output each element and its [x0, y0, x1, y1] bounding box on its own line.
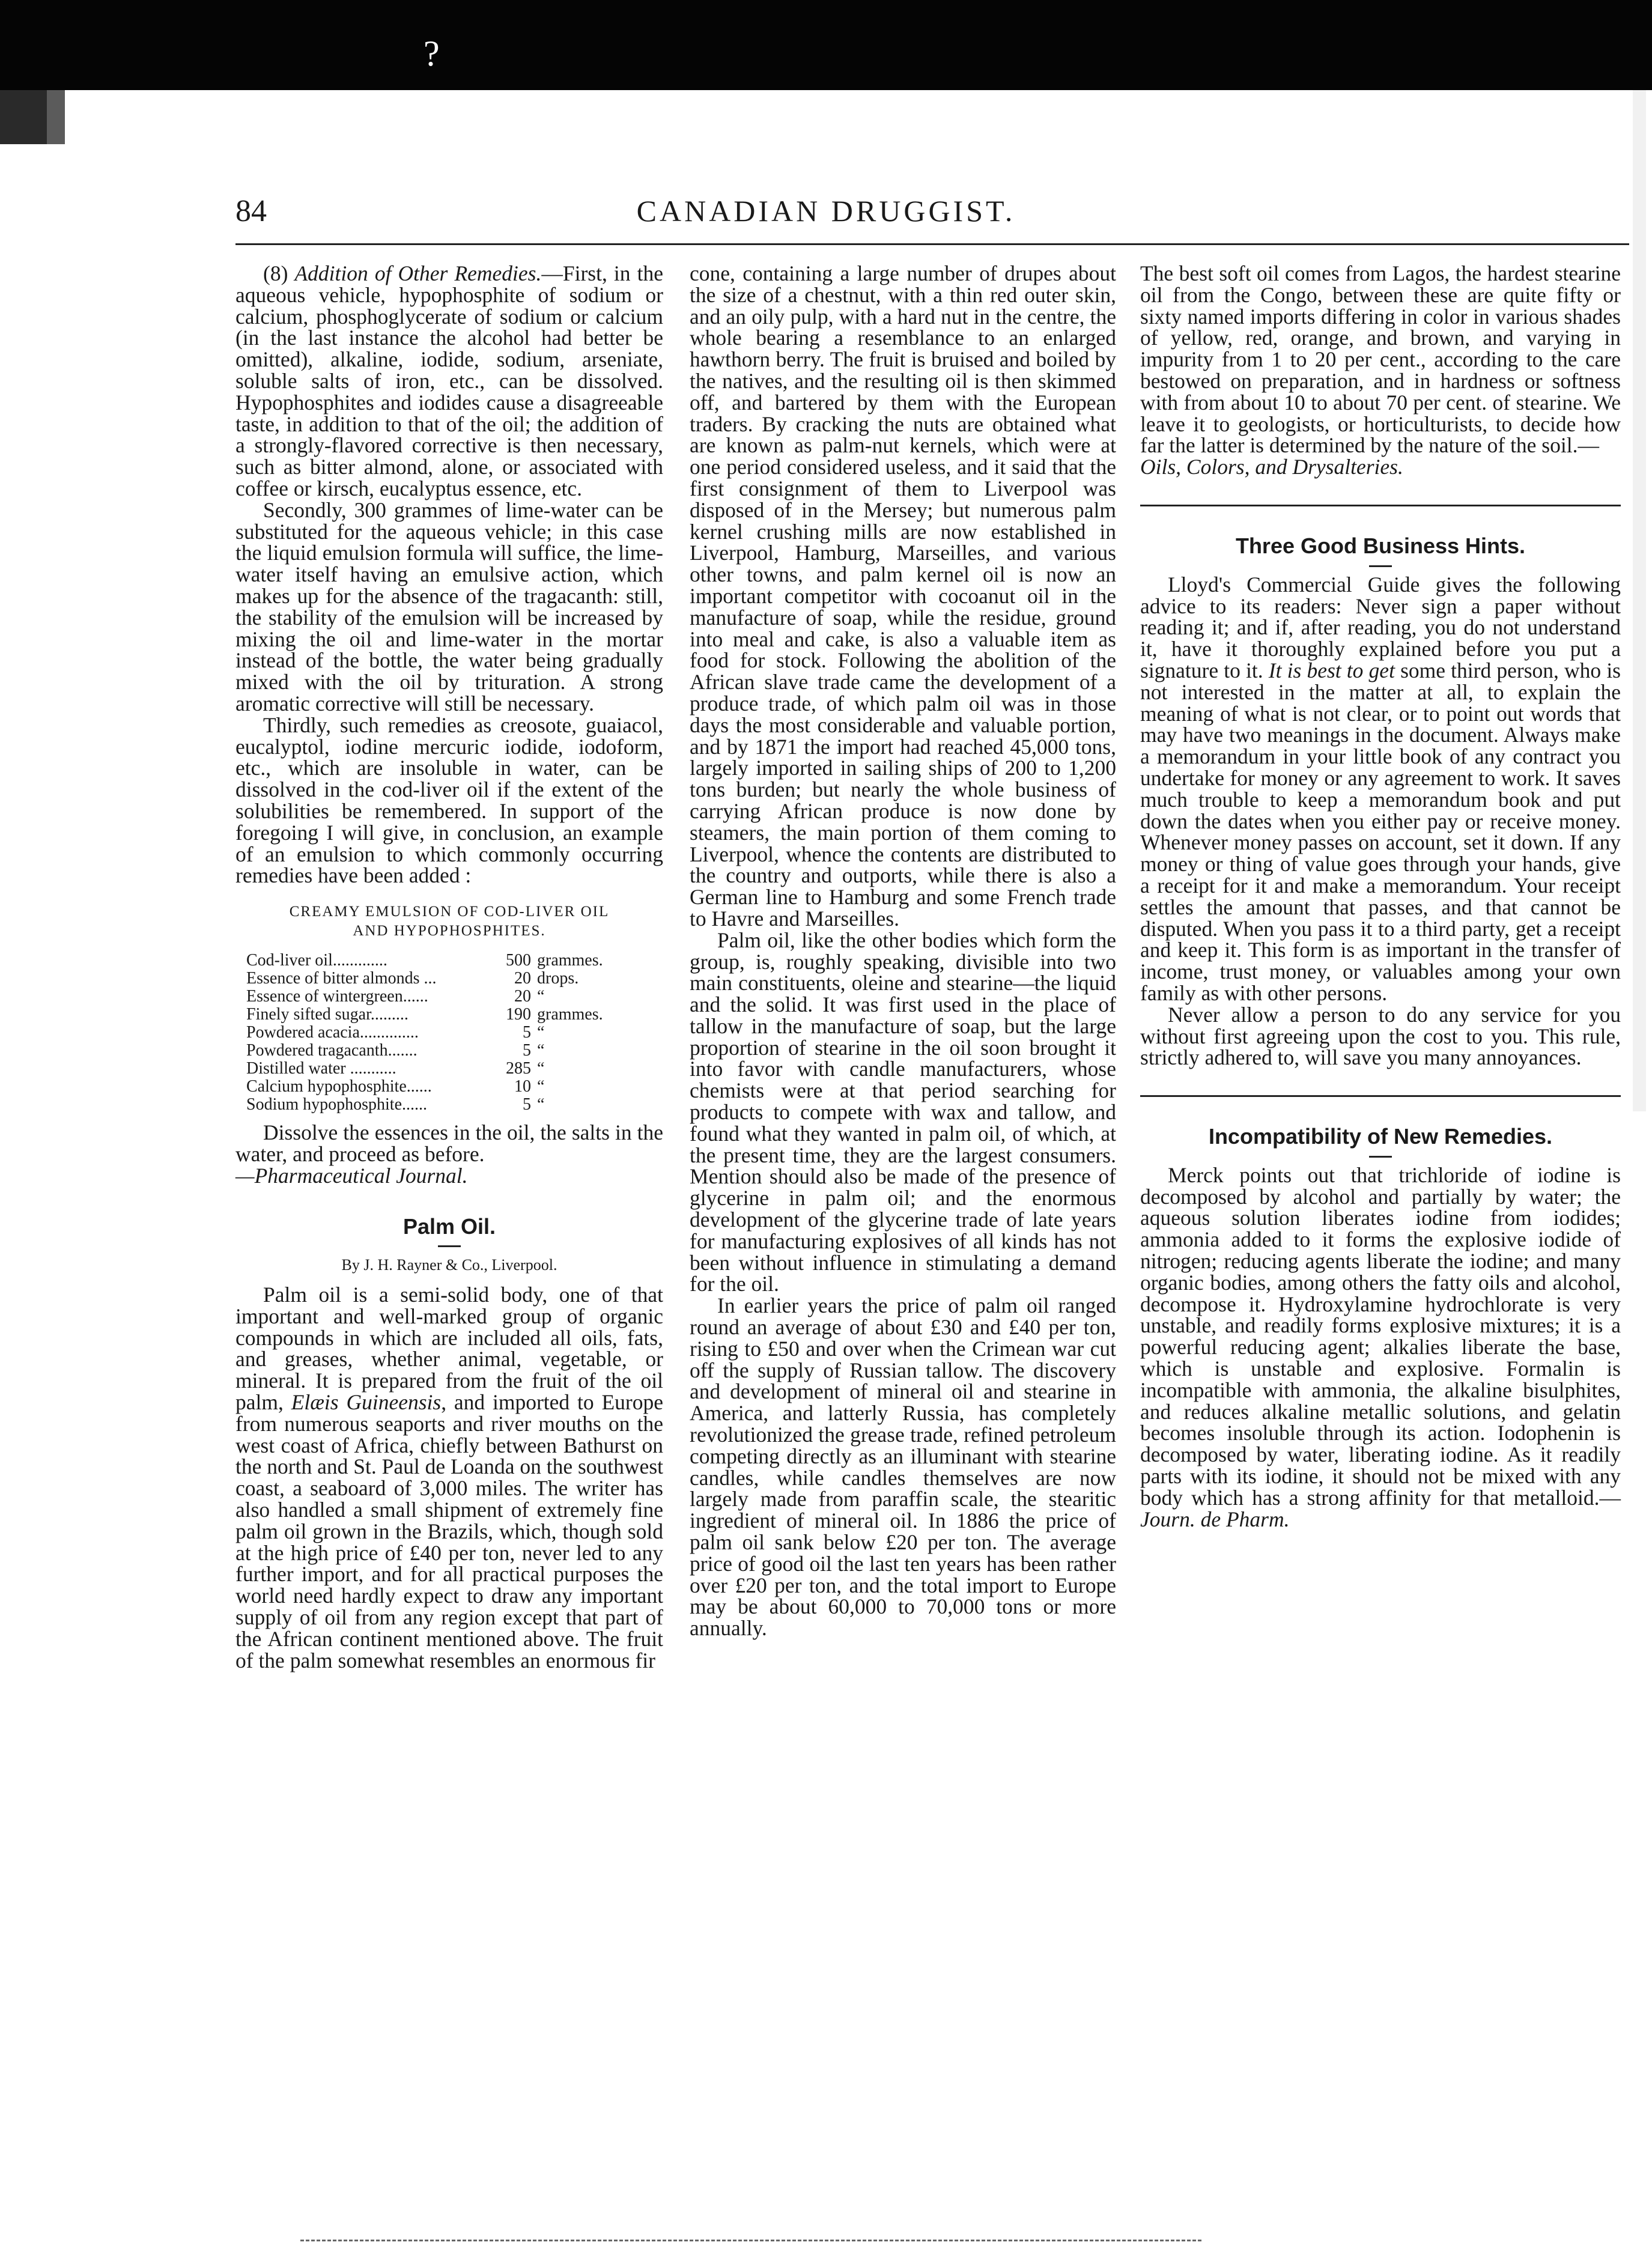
heading-dash — [1369, 1156, 1392, 1158]
paragraph-lagos: The best soft oil comes from Lagos, the hardest stearine oil from the Congo, between these are quite fifty or sixty named imports differing in color in various shades of yellow, red, orange, and brown, and varying in impurity from 1 to 20 per cent., according to the care bestowed on preparation, and in hardness or softness with from about 10 to about 70 per cent. of stearine. We leave it to geologists, or horticulturists, to decide how far the latter is determined by the nature of the soil.— Oils, Colors, and Drysalteries. — [1140, 261, 1621, 479]
heading-dash — [438, 1245, 461, 1247]
scan-corner — [0, 90, 47, 144]
paragraph-secondly: Secondly, 300 grammes of lime-water can be substituted for the aqueous vehicle; in this case the liquid emulsion formula will suffice, the lime-water itself having an emulsive action, which makes up for the absence of the tragacanth: still, the stability of the emulsion will be increased by mixing the oil and lime-water in the mortar instead of the bottle, the water being gradually mixed with the oil by trituration. A strong aromatic corrective will still be necessary. — [235, 497, 663, 715]
column-1 — [235, 263, 663, 1671]
recipe-row: Powdered acacia.............. 5 “ — [246, 1023, 545, 1042]
section-rule — [1140, 505, 1621, 506]
paragraph-palm-constituents: Palm oil, like the other bodies which form the group, is, roughly speaking, divisible into two main constituents, oleine and stearine—the liquid and the solid. It was first used in the place of tallow in the manufacture of soap, but the large proportion of stearine in the oil soon brought it into favor with candle manufacturers, whose chemists were at that period searching for products to compete with wax and tallow, and found what they wanted in palm oil, of which, at the present time, they are the largest consumers. Mention should also be made of the presence of glycerine in palm oil; and the enormous development of the glycerine trade of late years for manufacturing explosives of all kinds has not been without influence in stimulating a demand for the oil. — [690, 928, 1116, 1296]
column-3 — [1140, 263, 1621, 1530]
scan-fold — [47, 90, 65, 144]
recipe-table — [246, 952, 663, 1114]
paragraph-merck: Merck points out that trichloride of iodine is decomposed by alcohol and partially by water; the aqueous solution liberates iodine from iodides; ammonia added to it forms the explosive iodide of nitrogen; reducing agents liberate the iodine; and many organic bodies, among others the fatty oils and alcohol, decompose it. Hydroxylamine hydrochlorate is very unstable, and readily forms explosive mixtures; it is a powerful reducing agent; alkalies liberate the base, which is unstable and explosive. Formalin is incompatible with ammonia, the alkaline bisulphites, and reduces alkaline metallic solutions, and gelatin becomes insoluble through its action. Iodophenin is decomposed by water, liberating iodine. As it readily parts with its iodine, it should not be mixed with any body which has a strong affinity for that metalloid.—Journ. de Pharm. — [1140, 1162, 1621, 1531]
page-number: 84 — [235, 194, 267, 228]
column-2 — [690, 263, 1116, 1639]
recipe-row: Calcium hypophosphite...... 10 “ — [246, 1077, 545, 1096]
byline: By J. H. Rayner & Co., Liverpool. — [341, 1256, 557, 1274]
paragraph-other-remedies: (8) Addition of Other Remedies.—First, in the aqueous vehicle, hypophosphite of sodium or calcium, phosphoglycerate of sodium or calcium (in the last instance the alcohol had better be omitted), alkaline, iodide, sodium, arseniate, soluble salts of iron, etc., can be dissolved. Hypophosphites and iodides cause a disagreeable taste, in addition to that of the oil; the addition of a strongly-flavored corrective is then necessary, such as bitter almond, alone, or associated with coffee or kirsch, eucalyptus essence, etc. — [235, 261, 663, 500]
paragraph-palm-fruit: cone, containing a large number of drupes about the size of a chestnut, with a thin red outer skin, and an oily pulp, with a hard nut in the centre, the whole bearing a resemblance to an enlarged hawthorn berry. The fruit is bruised and boiled by the natives, and the resulting oil is then skimmed off, and bartered by them with the European traders. By cracking the nuts are obtained what are known as palm-nut kernels, which were at one period considered useless, and it said that the first consignment of them to Liverpool was disposed of in the Mersey; but numerous palm kernel crushing mills are now established in Liverpool, Hamburg, Marseilles, and various other towns, and palm kernel oil is now an important competitor with cocoanut oil in the manufacture of soap, while the residue, ground into meal and cake, is also a valuable item as food for stock. Following the abolition of the African slave trade came the development of a produce trade, of which palm oil was in those days the most considerable and valuable portion, and by 1871 the import had reached 45,000 tons, largely imported in sailing ships of 200 to 1,200 tons burden; but nearly the whole business of carrying African produce is now done by steamers, the main portion of them coming to Liverpool, whence the contents are distributed to the country and outports, while there is also a German line to Hamburg and some French trade to Havre and Marseilles. — [690, 261, 1116, 931]
scan-top-edge — [0, 0, 1652, 90]
paragraph-palm-intro: Palm oil is a semi-solid body, one of that important and well-marked group of organic compounds in which are included all oils, fats, and greases, whether animal, vegetable, or mineral. It is prepared from the fruit of the oil palm, Elæis Guineensis, and imported to Europe from numerous seaports and river mouths on the west coast of Africa, chiefly between Bathurst on the north and St. Paul de Loanda on the southwest coast, a seaboard of 3,000 miles. The writer has also handled a small shipment of extremely fine palm oil grown in the Brazils, which, though sold at the high price of £40 per ton, never led to any further import, and for all practical purposes the world need hardly expect to draw any important supply of oil from any region except that part of the African continent mentioned above. The fruit of the palm somewhat resembles an enormous fir — [235, 1283, 663, 1672]
recipe-row: Essence of wintergreen...... 20 “ — [246, 987, 545, 1006]
heading-business-hints: Three Good Business Hints. — [1235, 533, 1526, 558]
recipe-row: Cod-liver oil............. 500 grammes. — [246, 951, 603, 970]
paragraph-thirdly: Thirdly, such remedies as creosote, guaiacol, eucalyptol, iodine mercuric iodide, iodoform, etc., which are insoluble in water, can be dissolved in the cod-liver oil if the extent of the solubilities be remembered. In support of the foregoing I will give, in conclusion, an example of an emulsion to which commonly occurring remedies have been added : — [235, 712, 663, 888]
paragraph-never-allow: Never allow a person to do any service for you without first agreeing upon the cost to you. This rule, strictly adhered to, will save you many annoyances. — [1140, 1002, 1621, 1070]
paragraph-palm-price: In earlier years the price of palm oil ranged round an average of about £30 and £40 per ton, rising to £50 and over when the Crimean war cut off the supply of Russian tallow. The discovery and development of mineral oil and stearine in America, and latterly Russia, has completely revolutionized the grease trade, refined petroleum competing directly as an illuminant with stearine candles, while candles themselves are now largely made from paraffin scale, the stearitic ingredient of mineral oil. In 1886 the price of palm oil sank below £20 per ton. The average price of good oil the last ten years has been rather over £20 per ton, and the total import to Europe may be about 60,000 to 70,000 tons or more annually. — [690, 1293, 1116, 1641]
recipe-row: Essence of bitter almonds ... 20 drops. — [246, 969, 579, 988]
header-rule — [235, 243, 1629, 245]
paragraph-dissolve: Dissolve the essences in the oil, the salts in the water, and proceed as before. —Pharmaceutical Journal. — [235, 1120, 663, 1188]
recipe-row: Powdered tragacanth....... 5 “ — [246, 1041, 545, 1060]
recipe-title: CREAMY EMULSION OF COD-LIVER OIL AND HYPOPHOSPHITES. — [289, 904, 610, 940]
running-head: CANADIAN DRUGGIST. — [636, 194, 1016, 228]
heading-palm-oil: Palm Oil. — [402, 1214, 496, 1239]
scan-right-edge — [1633, 90, 1646, 1111]
recipe-row: Finely sifted sugar......... 190 grammes. — [246, 1005, 603, 1024]
heading-dash — [1369, 565, 1392, 567]
source-pharmaceutical-journal: —Pharmaceutical Journal. — [235, 1163, 468, 1188]
source-oils-colors: Oils, Colors, and Drysalteries. — [1140, 455, 1403, 479]
paragraph-lloyds: Lloyd's Commercial Guide gives the following advice to its readers: Never sign a paper without reading it; and if, after reading, you do not understand it, have it thoroughly explained before you put a signature to it. It is best to get some third person, who is not interested in the matter at all, to explain the meaning of what is not clear, or to point out words that may have two meanings in the document. Always make a memorandum in your little book of any contract you undertake for money or any agreement to work. It saves much trouble to keep a memorandum book and put down the dates when you either pay or receive money. Whenever money passes on account, set it down. If any money or thing of value goes through your hands, give a receipt for it and make a memorandum. Your receipt settles the amount that passes, and that cannot be disputed. When you pass it to a third party, get a receipt and keep it. This form is as important in the transfer of income, trust money, or valuables among your own family as with other persons. — [1140, 572, 1621, 1005]
heading-incompatibility: Incompatibility of New Remedies. — [1208, 1124, 1553, 1149]
source-journ-de-pharm: Journ. de Pharm. — [1140, 1507, 1290, 1531]
subheading-other-remedies: Addition of Other Remedies. — [294, 261, 542, 285]
bottom-rule — [300, 2240, 1201, 2241]
section-rule — [1140, 1095, 1621, 1097]
top-mark: ? — [424, 34, 440, 73]
recipe-row: Distilled water ........... 285 “ — [246, 1059, 545, 1078]
recipe-row: Sodium hypophosphite...... 5 “ — [246, 1095, 545, 1114]
